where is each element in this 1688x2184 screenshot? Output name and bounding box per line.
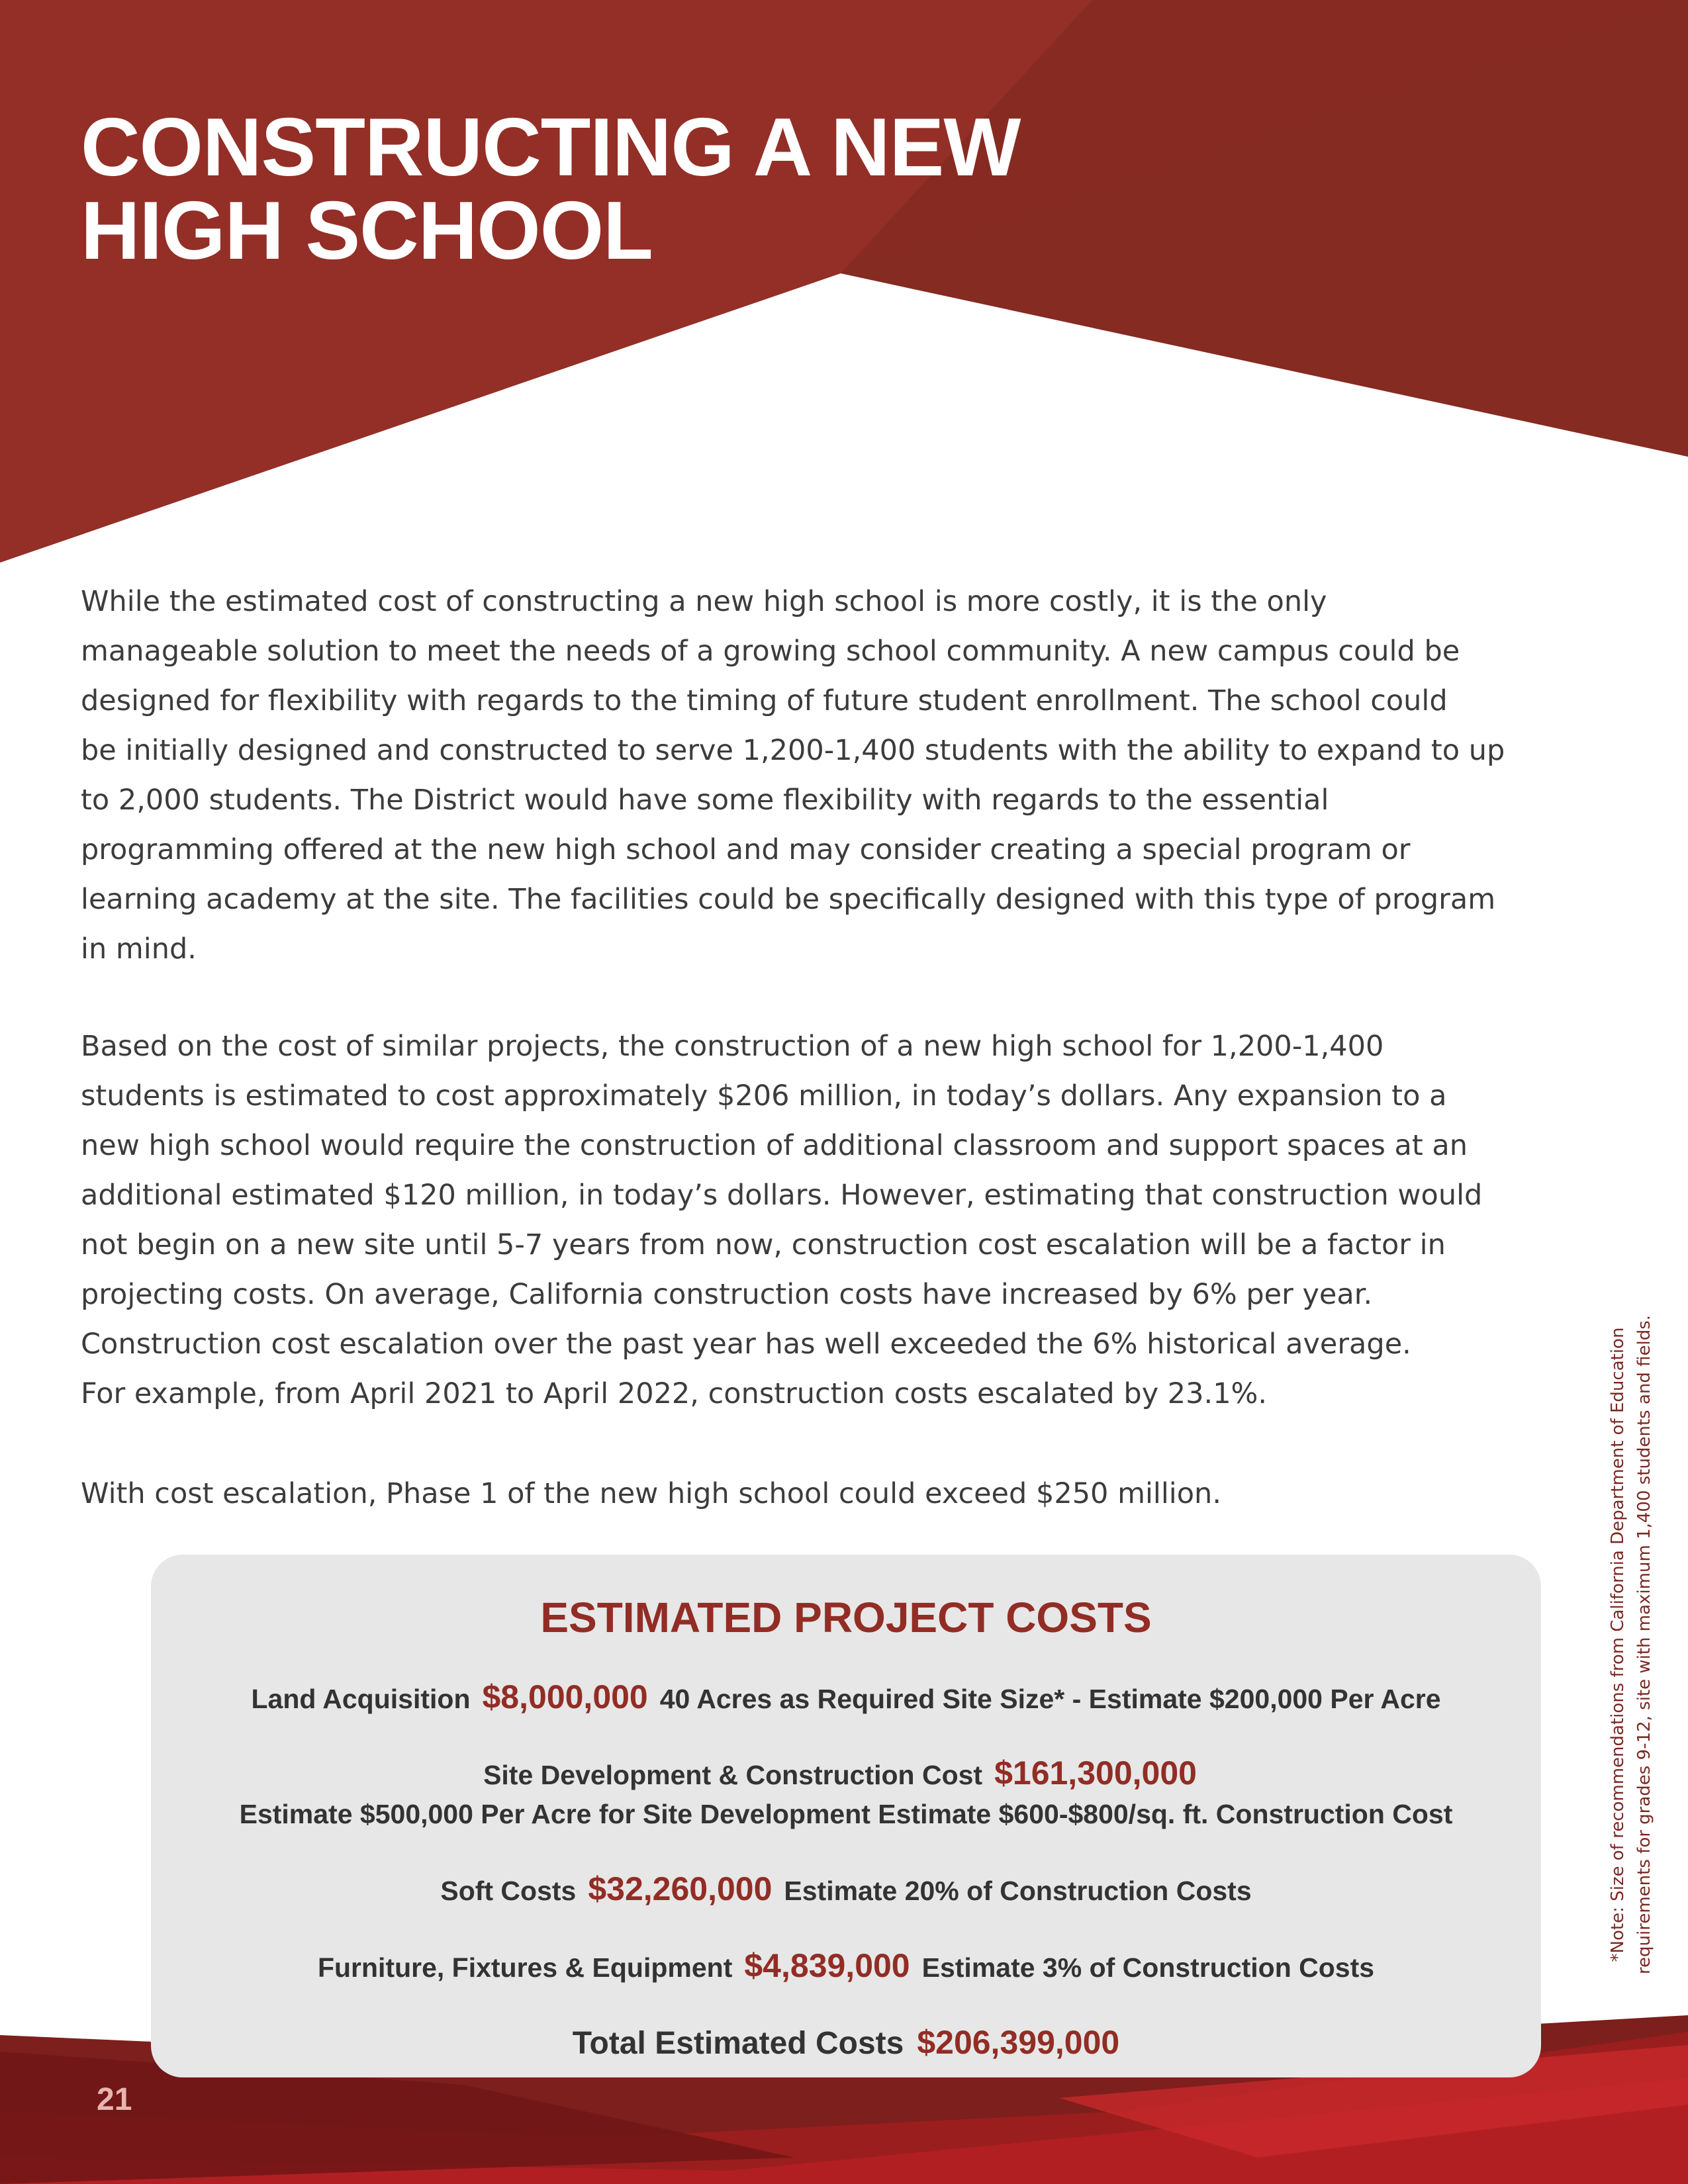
paragraph-2-line: not begin on a new site until 5-7 years from now, construction cost escalation will be a factor in	[81, 1228, 1446, 1261]
ffe-amount: $4,839,000	[744, 1947, 910, 1984]
side-note-line-1: *Note: Size of recommendations from California Department of Education	[1608, 1327, 1628, 1962]
cost-row-ffe	[151, 1946, 1541, 1985]
paragraph-3-line: With cost escalation, Phase 1 of the new high school could exceed $250 million.	[81, 1477, 1221, 1510]
paragraph-1-line: learning academy at the site. The facilities could be specifically designed with this type of program	[81, 883, 1496, 916]
paragraph-1-line: be initially designed and constructed to serve 1,200-1,400 students with the ability to expand to up	[81, 734, 1505, 767]
land-desc: 40 Acres as Required Site Size* - Estimate $200,000 Per Acre	[659, 1684, 1441, 1714]
paragraph-1-line: to 2,000 students. The District would have some flexibility with regards to the essential	[81, 784, 1329, 817]
header-banner	[0, 0, 1688, 596]
total-amount: $206,399,000	[917, 2024, 1120, 2061]
side-note	[1605, 1281, 1658, 2009]
paragraph-3	[81, 1469, 1590, 1519]
page-title	[81, 102, 1021, 277]
total-label: Total Estimated Costs	[572, 2026, 904, 2061]
site-desc: Estimate $500,000 Per Acre for Site Development Estimate $600-$800/sq. ft. Construction Cost	[239, 1799, 1453, 1829]
site-label: Site Development & Construction Cost	[483, 1760, 983, 1790]
paragraph-1-line: programming offered at the new high school and may consider creating a special program or	[81, 833, 1411, 866]
paragraph-2-line: For example, from April 2021 to April 2022, construction costs escalated by 23.1%.	[81, 1377, 1268, 1410]
land-amount: $8,000,000	[482, 1678, 648, 1715]
soft-desc: Estimate 20% of Construction Costs	[784, 1876, 1252, 1906]
paragraph-1	[81, 577, 1590, 974]
paragraph-1-line: manageable solution to meet the needs of a growing school community. A new campus could be	[81, 635, 1460, 668]
cost-row-site-desc	[151, 1799, 1541, 1830]
ffe-label: Furniture, Fixtures & Equipment	[317, 1952, 733, 1983]
land-label: Land Acquisition	[251, 1684, 471, 1714]
title-line-1: CONSTRUCTING A NEW	[81, 102, 1021, 193]
title-line-2: HIGH SCHOOL	[81, 185, 653, 277]
paragraph-2-line: Based on the cost of similar projects, the construction of a new high school for 1,200-1,400	[81, 1030, 1384, 1063]
cost-row-soft	[151, 1870, 1541, 1908]
page-number: 21	[97, 2082, 132, 2117]
paragraph-1-line: designed for flexibility with regards to the timing of future student enrollment. The school could	[81, 684, 1448, 717]
cost-row-land	[151, 1678, 1541, 1716]
cost-panel-title: ESTIMATED PROJECT COSTS	[540, 1594, 1152, 1641]
paragraph-2	[81, 1022, 1590, 1419]
soft-label: Soft Costs	[440, 1876, 577, 1906]
paragraph-1-line: in mind.	[81, 933, 197, 966]
cost-row-total	[151, 2023, 1541, 2062]
paragraph-2-line: new high school would require the construction of additional classroom and support spaces at an	[81, 1129, 1468, 1162]
side-note-line-2: requirements for grades 9-12, site with maximum 1,400 students and fields.	[1634, 1314, 1654, 1975]
paragraph-1-line: While the estimated cost of constructing a new high school is more costly, it is the only	[81, 585, 1327, 618]
ffe-desc: Estimate 3% of Construction Costs	[921, 1952, 1375, 1983]
paragraph-2-line: Construction cost escalation over the past year has well exceeded the 6% historical average.	[81, 1328, 1411, 1361]
soft-amount: $32,260,000	[588, 1870, 773, 1907]
site-amount: $161,300,000	[994, 1754, 1197, 1792]
paragraph-2-line: projecting costs. On average, California construction costs have increased by 6% per year.	[81, 1278, 1373, 1311]
paragraph-2-line: additional estimated $120 million, in today’s dollars. However, estimating that construction would	[81, 1179, 1483, 1212]
cost-row-site	[151, 1754, 1541, 1792]
paragraph-2-line: students is estimated to cost approximately $206 million, in today’s dollars. Any expansion to a	[81, 1079, 1447, 1113]
